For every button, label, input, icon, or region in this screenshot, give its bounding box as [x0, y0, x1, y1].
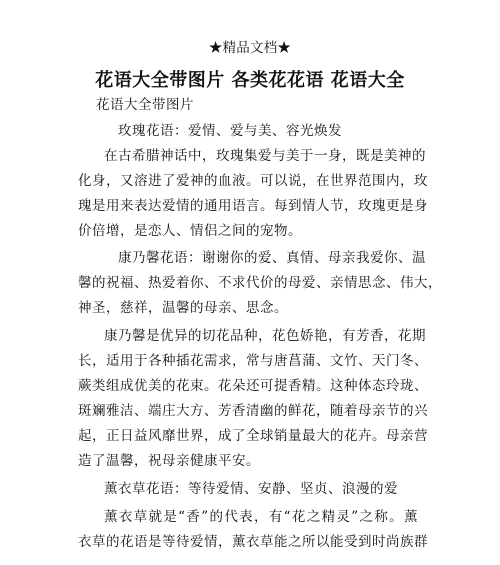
carnation-paragraph-line-4: 斑斓雅洁、端庄大方、芳香清幽的鲜花，随着母亲节的兴 — [78, 403, 428, 419]
lavender-paragraph-line-1: 薰衣草就是“香”的代表，有“花之精灵”之称。薰 — [104, 509, 418, 525]
carnation-paragraph-line-1: 康乃馨是优异的切花品种，花色娇艳，有芳香，花期 — [104, 328, 426, 344]
document-subtitle: 花语大全带图片 — [96, 97, 194, 113]
rose-heading: 玫瑰花语：爱情、爱与美、容光焕发 — [118, 123, 342, 139]
carnation-heading-line-2: 馨的祝福、热爱着你、不求代价的母爱、亲情思念、伟大， — [78, 275, 442, 291]
lavender-heading: 薰衣草花语：等待爱情、安静、坚贞、浪漫的爱 — [104, 481, 398, 497]
document-header-mark: ★精品文档★ — [208, 40, 292, 56]
carnation-paragraph-line-6: 造了温馨，祝母亲健康平安。 — [78, 453, 260, 469]
rose-paragraph-line-1: 在古希腊神话中，玫瑰集爱与美于一身，既是美神的 — [104, 148, 426, 164]
carnation-heading-line-1: 康乃馨花语：谢谢你的爱、真情、母亲我爱你、温 — [118, 250, 426, 266]
rose-paragraph-line-2: 化身，又溶进了爱神的血液。可以说，在世界范围内，玫 — [78, 173, 428, 189]
rose-paragraph-line-4: 价倍增，是恋人、情侣之间的宠物。 — [78, 223, 302, 239]
carnation-paragraph-line-5: 起，正日益风靡世界，成了全球销量最大的花卉。母亲营 — [78, 428, 428, 444]
document-title: 花语大全带图片 各类花花语 花语大全 — [95, 70, 405, 91]
carnation-heading-line-3: 神圣，慈祥，温馨的母亲、思念。 — [78, 300, 288, 316]
rose-paragraph-line-3: 瑰是用来表达爱情的通用语言。每到情人节，玫瑰更是身 — [78, 198, 428, 214]
lavender-paragraph-line-2: 衣草的花语是等待爱情，薰衣草能之所以能受到时尚族群 — [78, 534, 428, 550]
carnation-paragraph-line-2: 长，适用于各种插花需求，常与唐菖蒲、文竹、天门冬、 — [78, 353, 428, 369]
carnation-paragraph-line-3: 蕨类组成优美的花束。花朵还可提香精。这种体态玲珑、 — [78, 378, 428, 394]
